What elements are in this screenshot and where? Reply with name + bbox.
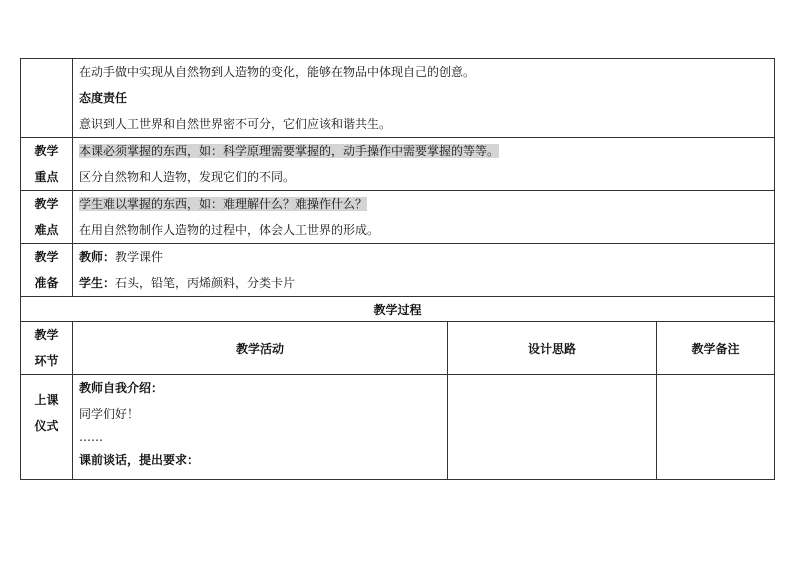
key-points-row [21, 138, 775, 191]
process-title-row [21, 297, 775, 322]
ceremony-activity-cell [73, 375, 448, 480]
attitude-heading: 态度责任 [79, 91, 128, 105]
ceremony-stage-top: 上课 [34, 393, 59, 407]
objective-text-1: 在动手做中实现从自然物到人造物的变化，能够在物品中体现自己的创意。 [79, 65, 476, 79]
difficulties-content [73, 191, 775, 244]
objectives-label-cell [21, 59, 73, 138]
pre-class-talk: 课前谈话，提出要求： [79, 453, 200, 467]
activity-header: 教学活动 [73, 322, 448, 375]
student-prep-value: 石头，铅笔，丙烯颜料，分类卡片 [115, 276, 296, 290]
key-points-label-top: 教学 [34, 144, 59, 158]
ceremony-notes-cell [657, 375, 775, 480]
preparation-label-bottom: 准备 [34, 276, 59, 290]
difficulties-label-top: 教学 [34, 197, 59, 211]
objectives-row [21, 59, 775, 138]
greeting-text: 同学们好！ [79, 407, 140, 421]
difficulties-text: 在用自然物制作人造物的过程中，体会人工世界的形成。 [79, 223, 380, 237]
stage-header [21, 322, 73, 375]
key-points-label [21, 138, 73, 191]
process-title: 教学过程 [21, 297, 775, 322]
lesson-plan-table [20, 58, 775, 480]
preparation-row [21, 244, 775, 297]
preparation-label-top: 教学 [34, 250, 59, 264]
difficulties-row [21, 191, 775, 244]
process-row-ceremony [21, 375, 775, 480]
difficulties-label-bottom: 难点 [34, 223, 59, 237]
preparation-content [73, 244, 775, 297]
teacher-prep-value: 教学课件 [115, 250, 164, 264]
notes-header: 教学备注 [657, 322, 775, 375]
teacher-intro: 教师自我介绍： [79, 381, 164, 395]
objective-text-2: 意识到人工世界和自然世界密不可分，它们应该和谐共生。 [79, 117, 392, 131]
ceremony-design-cell [448, 375, 657, 480]
key-points-label-bottom: 重点 [34, 170, 59, 184]
key-points-content [73, 138, 775, 191]
key-points-text: 区分自然物和人造物，发现它们的不同。 [79, 170, 296, 184]
stage-header-top: 教学 [34, 328, 59, 342]
objectives-content-cell [73, 59, 775, 138]
process-header-row [21, 322, 775, 375]
teacher-prep-label: 教师： [79, 250, 116, 264]
key-points-hint: 本课必须掌握的东西，如：科学原理需要掌握的，动手操作中需要掌握的等等。 [79, 144, 500, 158]
lesson-plan-document [20, 58, 774, 480]
design-header: 设计思路 [448, 322, 657, 375]
difficulties-label [21, 191, 73, 244]
ellipsis-text: …… [79, 430, 103, 444]
ceremony-stage-label [21, 375, 73, 480]
ceremony-stage-bottom: 仪式 [34, 419, 59, 433]
preparation-label [21, 244, 73, 297]
stage-header-bottom: 环节 [34, 354, 59, 368]
difficulties-hint: 学生难以掌握的东西，如：难理解什么？难操作什么？ [79, 197, 368, 211]
student-prep-label: 学生： [79, 276, 116, 290]
